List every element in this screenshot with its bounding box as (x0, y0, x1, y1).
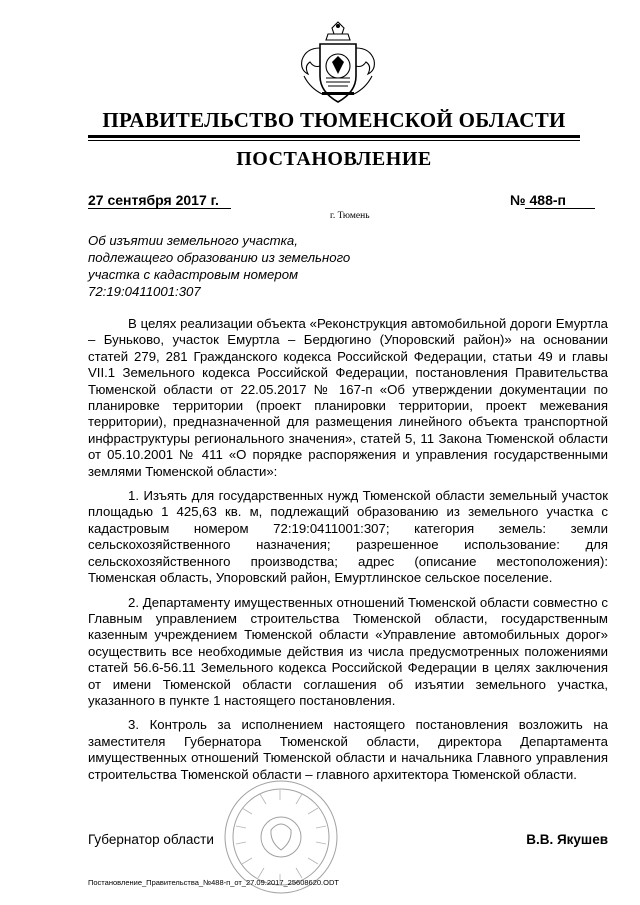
document-subject: Об изъятии земельного участка, подлежащего образованию из земельного участка с кадастровым номером 72:19:0411001:307 (88, 233, 351, 299)
header-rule-thick (88, 135, 580, 138)
item-3-paragraph: 3. Контроль за исполнением настоящего постановления возложить на заместителя Губернатора Тюменской области, директора Департамента имущественных отношений Тюменской области и начальника Главного управления строительства Тюменской области – главного архитектора Тюменской области. (88, 717, 608, 782)
item-1-paragraph: 1. Изъять для государственных нужд Тюменской области земельный участок площадью 1 425,63 кв. м, подлежащий образованию из земельного участка с кадастровым номером 72:19:0411001:307; категория земель: земли сельскохозяйственного назначения; разрешенное использование: для сельскохозяйственного производства; адрес (описание местоположения): Тюменская область, Упоровский район, Емуртлинское сельское поселение. (88, 488, 608, 586)
signer-role: Губернатор области (88, 832, 214, 847)
city: г. Тюмень (330, 211, 370, 221)
document-body (88, 316, 608, 791)
date-underline (88, 208, 231, 209)
preamble-paragraph: В целях реализации объекта «Реконструкция автомобильной дороги Емуртла – Буньково, участок Емуртла – Бердюгино (Упоровский район)» на основании статей 279, 281 Гражданского кодекса Российской Федерации, статьи 49 и главы VII.1 Земельного кодекса Российской Федерации, постановления Правительства Тюменской области от 22.05.2017 № 167-п «Об утверждении документации по планировке территории (проект планировки территории, проект межевания территории), предназначенной для размещения линейного объекта транспортной инфраструктуры регионального значения», статей 5, 11 Закона Тюменской области от 05.10.2001 № 411 «О порядке распоряжения и управления государственными землями Тюменской области»: (88, 316, 608, 479)
document-date: 27 сентября 2017 г. (88, 192, 219, 208)
document-type: ПОСТАНОВЛЕНИЕ (236, 148, 432, 170)
document-number: № 488-п (510, 192, 566, 208)
signer-name: В.В. Якушев (526, 832, 608, 847)
header-rule-thin (88, 140, 580, 141)
org-title: ПРАВИТЕЛЬСТВО ТЮМЕНСКОЙ ОБЛАСТИ (102, 108, 566, 132)
item-2-paragraph: 2. Департаменту имущественных отношений Тюменской области совместно с Главным управлением строительства Тюменской области, государственным казенным учреждением Тюменской области «Управление автомобильных дорог» осуществить все необходимые действия из числа предусмотренных положениями статей 56.6-56.11 Земельного кодекса Российской Федерации в целях заключения от имени Тюменской области соглашения об изъятии земельного участка, указанного в пункте 1 настоящего постановления. (88, 594, 608, 708)
number-underline (525, 208, 595, 209)
file-footer: Постановление_Правительства_№488-п_от_27.09.2017_25608620.ODT (88, 878, 339, 887)
coat-of-arms-icon (292, 18, 384, 108)
